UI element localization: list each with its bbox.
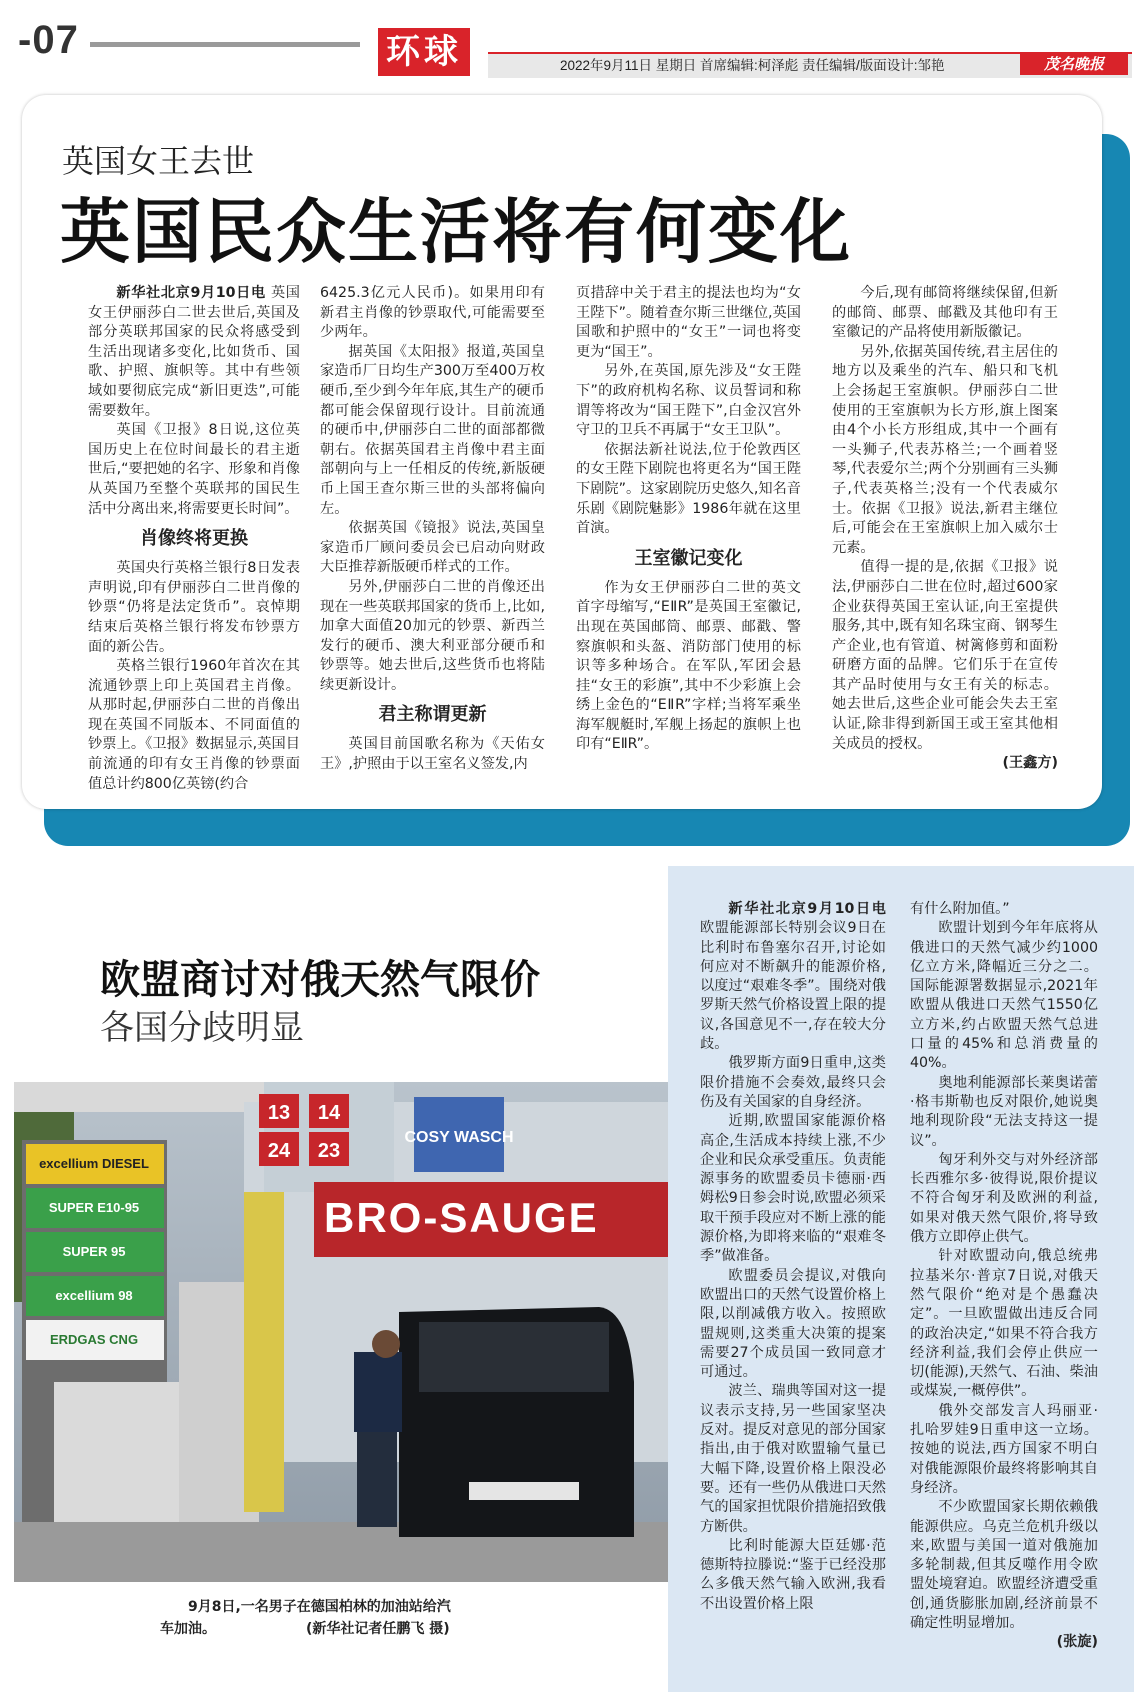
paragraph: 英格兰银行1960年首次在其流通钞票上印上英国君主肖像。从那时起,伊丽莎白二世的肖像出现在英国不同版本、不同面值的钞票上。《卫报》数据显示,英国目前流通的印有女王肖像的钞票面值总计约800亿英镑(约合 <box>88 658 300 792</box>
paragraph: 依据法新社说法,位于伦敦西区的女王陛下剧院也将更名为“国王陛下剧院”。这家剧院历史悠久,知名音乐剧《剧院魅影》1986年就在这里首演。 <box>576 441 801 537</box>
paragraph: 英国女王伊丽莎白二世去世后,英国及部分英联邦国家的民众将感受到生活出现诸多变化,比如货币、国歌、护照、旗帜等。其中有些领域如要彻底完成“新旧更迭”,可能需要数年。 <box>88 285 300 419</box>
banner-sign: BRO-SAUGE <box>324 1194 599 1241</box>
paragraph: 另外,依据英国传统,君主居住的地方以及乘坐的汽车、船只和飞机上会扬起王室旗帜。伊丽莎白二世使用的王室旗帜为长方形,旗上图案由4个小长方形组成,其中一个画有一头狮子,代表苏格兰;一个画着竖琴,代表爱尔兰;两个分别画有三头狮子,代表英格兰;没有一个代表威尔士。依据《卫报》说法,新君主继位后,可能会在王室旗帜上加入威尔士元素。 <box>832 343 1058 556</box>
news-photo <box>14 1082 668 1582</box>
paragraph: 波兰、瑞典等国对这一提议表示支持,另一些国家坚决反对。提反对意见的部分国家指出,由于俄对欧盟输气量已大幅下降,设置价格上限没必要。还有一些仍从俄进口天然气的国家担忧限价措施招致俄方断供。 <box>700 1383 886 1535</box>
paragraph: 依据英国《镜报》说法,英国皇家造币厂顾问委员会已启动向财政大臣推荐新版硬币样式的工作。 <box>320 520 545 576</box>
paragraph: 匈牙利外交与对外经济部长西雅尔多·彼得说,限价提议不符合匈牙利及欧洲的利益,如果对俄天然气限价,将导致俄方立即停止供气。 <box>910 1151 1098 1246</box>
issue-info: 2022年9月11日 星期日 首席编辑:柯泽彪 责任编辑/版面设计:邹艳 <box>560 58 945 73</box>
paragraph: 欧盟委员会提议,对俄向欧盟出口的天然气设置价格上限,以削减俄方收入。按照欧盟规则,这类重大决策的提案需要27个成员国一致同意才可通过。 <box>700 1267 886 1381</box>
story2-headline: 欧盟商讨对俄天然气限价 <box>100 957 540 1003</box>
subheading: 肖像终将更换 <box>140 528 248 550</box>
pump-number-14: 14 <box>317 1102 341 1124</box>
paragraph: 俄罗斯方面9日重申,这类限价措施不会奏效,最终只会伤及有关国家的自身经济。 <box>700 1055 886 1110</box>
pump-number-24: 24 <box>267 1140 291 1162</box>
gas-station-photo <box>14 1082 668 1582</box>
page-number: -07 <box>18 18 79 62</box>
paragraph: 另外,在英国,原先涉及“女王陛下”的政府机构名称、议员誓词和称谓等将改为“国王陛下”,白金汉宫外守卫的卫兵不再属于“女王卫队”。 <box>576 363 801 439</box>
story-headline: 英国民众生活将有何变化 <box>60 191 852 273</box>
dateline: 新华社北京9月10日电 <box>728 901 886 917</box>
section-tag: 环球 <box>378 28 470 76</box>
paragraph: 近期,欧盟国家能源价格高企,生活成本持续上涨,不少企业和民众承受重压。负责能源事务的欧盟委员卡德丽·西姆松9日参会时说,欧盟必须采取干预手段应对不断上涨的能源价格,为即将来临的“艰难冬季”做准备。 <box>700 1113 886 1265</box>
story2-subhead: 各国分歧明显 <box>100 1008 304 1048</box>
paragraph: 俄外交部发言人玛丽亚·扎哈罗娃9日重申这一立场。按她的说法,西方国家不明白对俄能源限价最终将影响其自身经济。 <box>910 1402 1098 1496</box>
paragraph: 比利时能源大臣廷娜·范德斯特拉滕说:“鉴于已经没那么多俄天然气输入欧洲,我看不出设置价格上限 <box>700 1537 886 1612</box>
paragraph: 今后,现有邮筒将继续保留,但新的邮筒、邮票、邮戳及其他印有王室徽记的产品将使用新版徽记。 <box>832 285 1058 341</box>
paragraph: 英国央行英格兰银行8日发表声明说,印有伊丽莎白二世肖像的钞票“仍将是法定货币”。哀悼期结束后英格兰银行将发布钞票方面的新公告。 <box>88 560 300 655</box>
story2-column-2 <box>910 900 1098 1653</box>
byline: (张旋) <box>1056 1634 1098 1651</box>
paragraph: 另外,伊丽莎白二世的肖像还出现在一些英联邦国家的货币上,比如,加拿大面值20加元的钞票、新西兰发行的硬币、澳大利亚部分硬币和钞票等。她去世后,这些货币也将陆续更新设计。 <box>320 578 545 693</box>
paragraph: 英国目前国歌名称为《天佑女王》,护照由于以王室名义签发,内 <box>320 736 545 773</box>
paper-logo: 茂名晚报 <box>1020 53 1128 75</box>
story1-column-1 <box>88 284 300 794</box>
story1-column-2 <box>320 284 545 775</box>
pump-number-23: 23 <box>317 1140 341 1162</box>
paragraph: 6425.3亿元人民币)。如果用印有新君主肖像的钞票取代,可能需要至少两年。 <box>320 285 545 341</box>
photo-caption <box>160 1596 560 1640</box>
paragraph: 针对欧盟动向,俄总统弗拉基米尔·普京7日说,对俄天然气限价“绝对是个愚蠢决定”。一旦欧盟做出违反合同的政治决定,“如果不符合我方经济利益,我们会停止供应一切(能源),天然气、石油、柴油或煤炭,一概停供”。 <box>910 1248 1098 1400</box>
caption-credit: (新华社记者任鹏飞 摄) <box>306 1621 450 1637</box>
car-wash-sign: COSY WASCH <box>404 1129 514 1146</box>
paragraph: 据英国《太阳报》报道,英国皇家造币厂日均生产300万至400万枚硬币,至少到今年年底,其生产的硬币都可能会保留现行设计。目前流通的硬币中,伊丽莎白二世的面部都微朝右。依据英国君主肖像中君主面部朝向与上一任相反的传统,新版硬币上国王查尔斯三世的头部将偏向左。 <box>320 343 545 517</box>
subheading: 王室徽记变化 <box>634 547 743 569</box>
fuel-sign-98: excellium 98 <box>55 1288 133 1303</box>
paragraph: 值得一提的是,依据《卫报》说法,伊丽莎白二世在位时,超过600家企业获得英国王室认证,向王室提供服务,其中,既有知名珠宝商、钢琴生产企业,也有管道、树篱修剪和面粉研磨方面的品牌。它们乐于在宣传其产品时使用与女王有关的标志。她去世后,这些企业可能会失去王室认证,除非得到新国王或王室其他相关成员的授权。 <box>832 559 1058 752</box>
paragraph: 有什么附加值。” <box>910 901 1010 917</box>
story-kicker: 英国女王去世 <box>62 142 255 180</box>
caption-line-2: 车加油。 <box>160 1621 216 1637</box>
caption-line-1: 9月8日,一名男子在德国柏林的加油站给汽 <box>188 1599 451 1615</box>
story1-column-3 <box>576 284 801 755</box>
dateline: 新华社北京9月10日电 <box>116 285 266 301</box>
masthead-rule <box>90 42 360 47</box>
subheading: 君主称谓更新 <box>378 704 487 726</box>
fuel-sign-diesel: excellium DIESEL <box>39 1156 149 1171</box>
fuel-sign-cng: ERDGAS CNG <box>49 1332 139 1347</box>
paragraph: 欧盟能源部长特别会议9日在比利时布鲁塞尔召开,讨论如何应对不断飙升的能源价格,以度过“艰难冬季”。围绕对俄罗斯天然气价格设置上限的提议,各国意见不一,存在较大分歧。 <box>700 920 886 1053</box>
paragraph: 作为女王伊丽莎白二世的英文首字母缩写,“EⅡR”是英国王室徽记,出现在英国邮筒、邮票、邮戳、警察旗帜和头盔、消防部门使用的标识等多种场合。在军队,军团会悬挂“女王的彩旗”,其中不少彩旗上会绣上金色的“EⅡR”字样;当将军乘坐海军舰艇时,军舰上扬起的旗帜上也印有“EⅡR”。 <box>576 579 801 753</box>
paragraph: 不少欧盟国家长期依赖俄能源供应。乌克兰危机升级以来,欧盟与美国一道对俄施加多轮制裁,但其反噬作用令欧盟处境窘迫。欧盟经济遭受重创,通货膨胀加剧,经济前景不确定性明显增加。 <box>910 1499 1098 1631</box>
paragraph: 页措辞中关于君主的提法也均为“女王陛下”。随着查尔斯三世继位,英国国歌和护照中的“女王”一词也将变更为“国王”。 <box>576 285 801 360</box>
paragraph: 欧盟计划到今年年底将从俄进口的天然气减少约1000亿立方米,降幅近三分之二。国际能源署数据显示,2021年欧盟从俄进口天然气1550亿立方米,约占欧盟天然气总进口量的45%和总消费量的40%。 <box>910 920 1098 1072</box>
story1-column-4 <box>832 284 1058 774</box>
fuel-sign-super95: SUPER 95 <box>62 1244 126 1259</box>
story2-column-1 <box>700 900 886 1614</box>
byline: (王鑫方) <box>1002 755 1058 772</box>
fuel-sign-e10: SUPER E10-95 <box>48 1200 140 1215</box>
pump-number-13: 13 <box>267 1102 291 1124</box>
paragraph: 奥地利能源部长莱奥诺蕾·格韦斯勒也反对限价,她说奥地利现阶段“无法支持这一提议”。 <box>910 1074 1098 1149</box>
paragraph: 英国《卫报》8日说,这位英国历史上在位时间最长的君主逝世后,“要把她的名字、形象和肖像从英国乃至整个英联邦的国民生活中分离出来,将需要更长时间”。 <box>88 422 300 517</box>
